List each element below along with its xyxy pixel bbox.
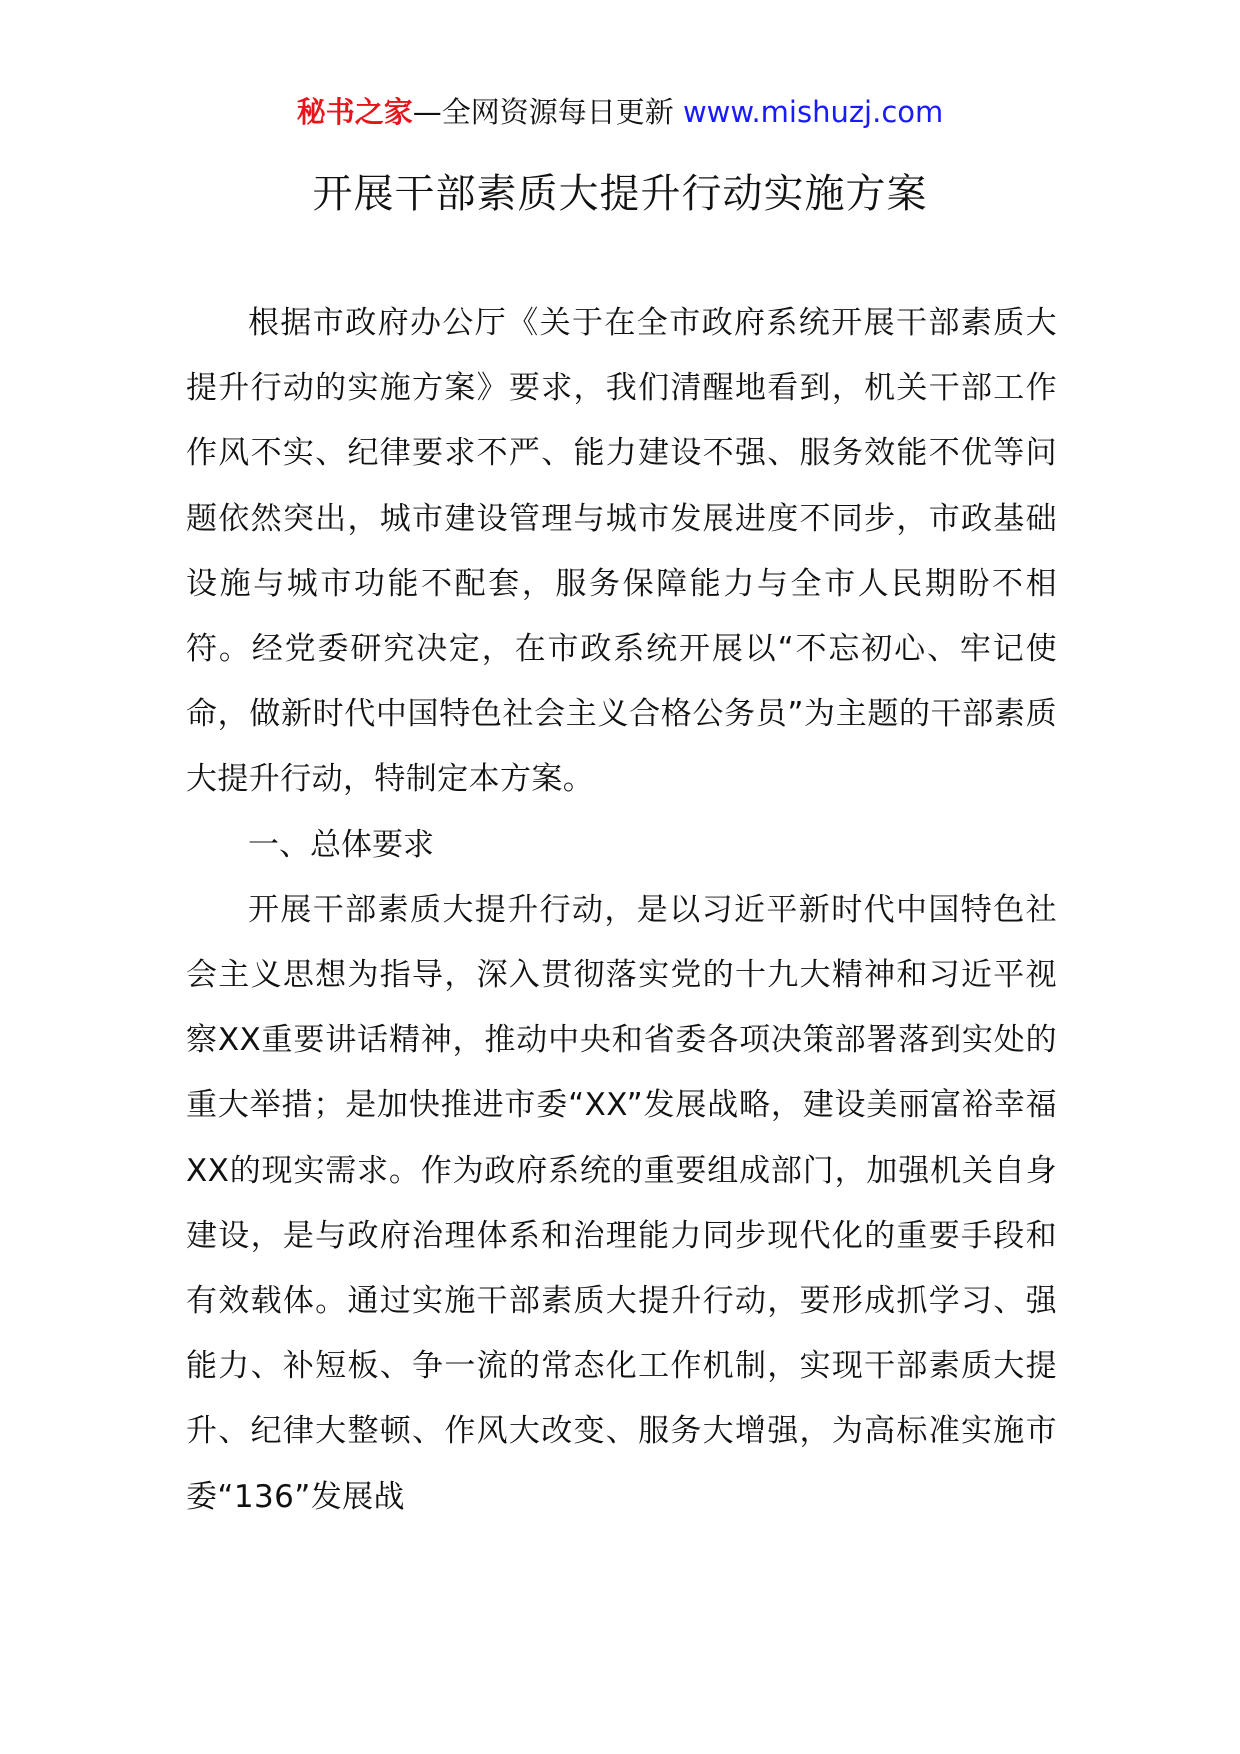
header-tagline: —全网资源每日更新 bbox=[412, 95, 683, 129]
document-body bbox=[186, 291, 1057, 1530]
section-heading: 一、总体要求 bbox=[248, 826, 434, 863]
brand-name: 秘书之家 bbox=[296, 95, 413, 129]
section-paragraph: 开展干部素质大提升行动，是以习近平新时代中国特色社会主义思想为指导，深入贯彻落实党的十九大精神和习近平视察XX重要讲话精神，推动中央和省委各项决策部署落到实处的重大举措；是加快推进市委“XX”发展战略，建设美丽富裕幸福XX的现实需求。作为政府系统的重要组成部门，加强机关自身建设，是与政府治理体系和治理能力同步现代化的重要手段和有效载体。通过实施干部素质大提升行动，要形成抓学习、强能力、补短板、争一流的常态化工作机制，实现干部素质大提升、纪律大整顿、作风大改变、服务大增强，为高标准实施市委“136”发展战 bbox=[186, 891, 1057, 1515]
site-header bbox=[0, 92, 1240, 132]
intro-paragraph: 根据市政府办公厅《关于在全市政府系统开展干部素质大提升行动的实施方案》要求，我们清醒地看到，机关干部工作作风不实、纪律要求不严、能力建设不强、服务效能不优等问题依然突出，城市建设管理与城市发展进度不同步，市政基础设施与城市功能不配套，服务保障能力与全市人民期盼不相符。经党委研究决定，在市政系统开展以“不忘初心、牢记使命，做新时代中国特色社会主义合格公务员”为主题的干部素质大提升行动，特制定本方案。 bbox=[186, 305, 1057, 798]
document-title: 开展干部素质大提升行动实施方案 bbox=[312, 171, 928, 217]
site-url-link[interactable]: www.mishuzj.com bbox=[682, 95, 944, 129]
